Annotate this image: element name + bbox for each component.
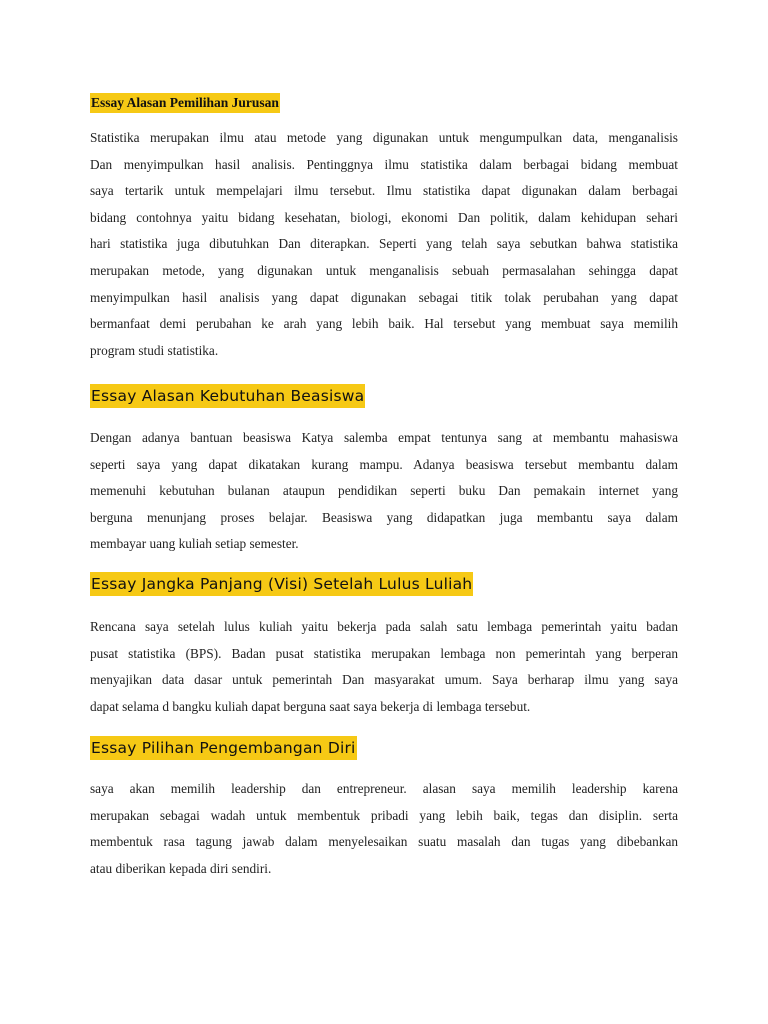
text-line: saya akan memilih leadership dan entrepreneur. alasan saya memilih leadership karena: [90, 781, 678, 796]
text-line: Dengan adanya bantuan beasiswa Katya salemba empat tentunya sang at membantu mahasiswa: [90, 430, 678, 445]
text-line: Dan menyimpulkan hasil analisis. Pentinggnya ilmu statistika dalam berbagai bidang membuat: [90, 156, 678, 172]
text-line: membentuk rasa tagung jawab dalam menyelesaikan suatu masalah dan tugas yang dibebankan: [90, 834, 678, 850]
section-2: [90, 384, 365, 408]
section-2-paragraph: [90, 425, 678, 558]
text-line: bidang contohnya yaitu bidang kesehatan, biologi, ekonomi Dan politik, dalam kehidupan sehari: [90, 209, 678, 225]
text-line: Rencana saya setelah lulus kuliah yaitu bekerja pada salah satu lembaga pemerintah yaitu badan: [90, 619, 678, 634]
text-line: membayar uang kuliah setiap semester.: [90, 536, 299, 552]
text-line: pusat statistika (BPS). Badan pusat statistika merupakan lembaga non pemerintah yang berperan: [90, 645, 678, 661]
text-line: saya tertarik untuk mempelajari ilmu tersebut. Ilmu statistika dapat digunakan dalam berbagai: [90, 183, 678, 199]
text-line: bermanfaat demi perubahan ke arah yang lebih baik. Hal tersebut yang membuat saya memilih: [90, 316, 678, 332]
section-heading: Essay Pilihan Pengembangan Diri: [90, 736, 357, 760]
text-line: berguna menunjang proses belajar. Beasiswa yang didapatkan juga membantu saya dalam: [90, 509, 678, 525]
text-line: menyimpulkan hasil analisis yang dapat digunakan sebagai titik tolak perubahan yang dapat: [90, 289, 678, 305]
text-line: program studi statistika.: [90, 342, 219, 358]
text-line: dapat selama d bangku kuliah dapat berguna saat saya bekerja di lembaga tersebut.: [90, 698, 531, 714]
section-3: [90, 572, 473, 596]
text-line: memenuhi kebutuhan bulanan ataupun pendidikan seperti buku Dan pemakain internet yang: [90, 483, 678, 499]
section-1-paragraph: [90, 125, 678, 364]
text-line: seperti saya yang dapat dikatakan kurang mampu. Adanya beasiswa tersebut membantu dalam: [90, 456, 678, 472]
text-line: atau diberikan kepada diri sendiri.: [90, 860, 272, 876]
section-1: [90, 93, 280, 113]
text-line: menyajikan data dasar untuk pemerintah Dan masyarakat umum. Saya berharap ilmu yang saya: [90, 672, 678, 688]
section-heading: Essay Jangka Panjang (Visi) Setelah Lulus Luliah: [90, 572, 473, 596]
section-heading: Essay Alasan Pemilihan Jurusan: [90, 93, 280, 113]
text-line: merupakan sebagai wadah untuk membentuk pribadi yang lebih baik, tegas dan disiplin. serta: [90, 807, 678, 823]
section-3-paragraph: [90, 614, 678, 720]
text-line: hari statistika juga dibutuhkan Dan diterapkan. Seperti yang telah saya sebutkan bahwa statistika: [90, 236, 678, 252]
section-4-paragraph: [90, 776, 678, 882]
text-line: merupakan metode, yang digunakan untuk menganalisis sebuah permasalahan sehingga dapat: [90, 262, 678, 278]
section-4: [90, 736, 357, 760]
text-line: Statistika merupakan ilmu atau metode yang digunakan untuk mengumpulkan data, menganalisis: [90, 130, 678, 145]
section-heading: Essay Alasan Kebutuhan Beasiswa: [90, 384, 365, 408]
